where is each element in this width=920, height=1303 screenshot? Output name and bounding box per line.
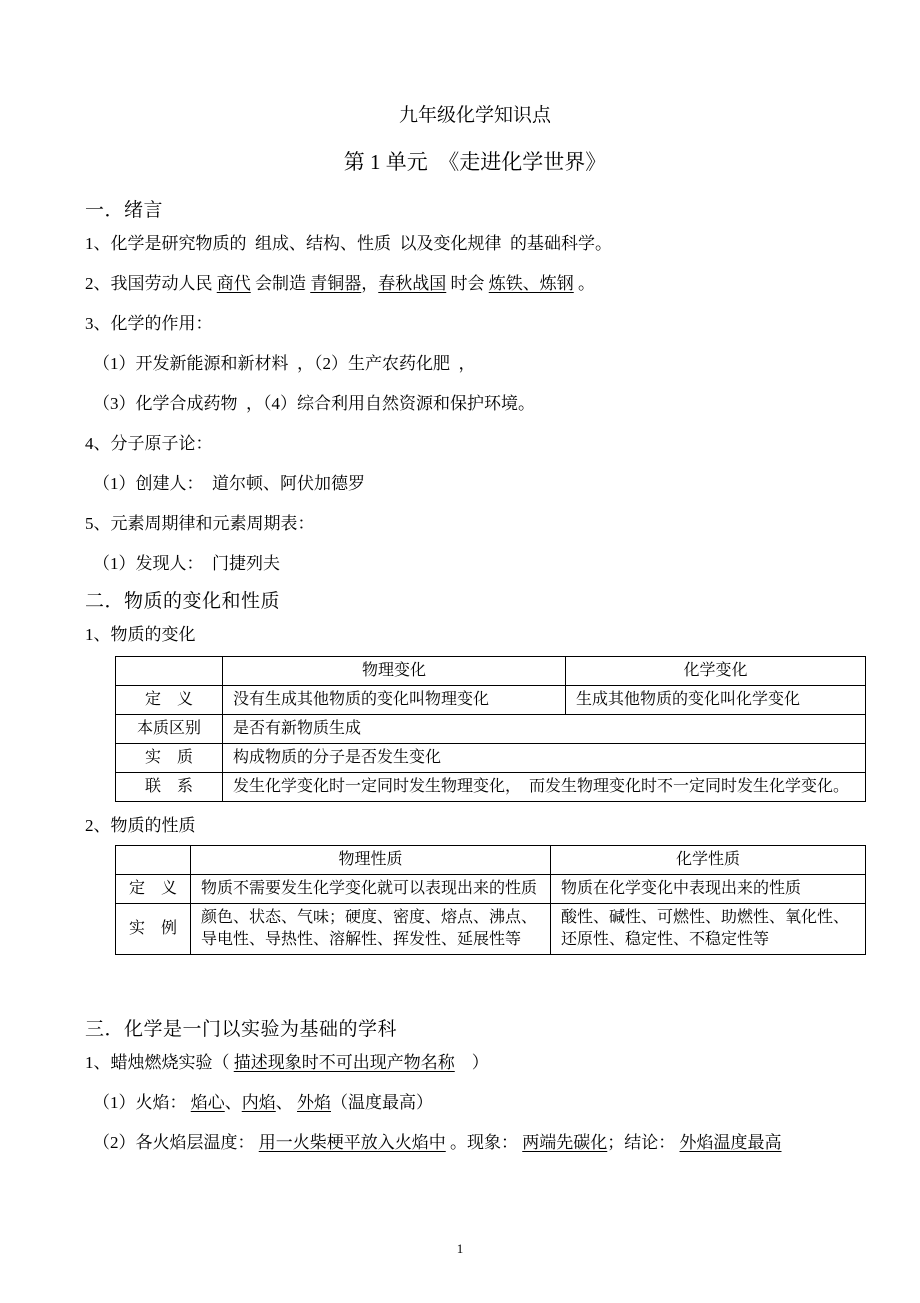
table-row-essential-difference [116,715,866,744]
note-line-candle-experiment [85,1051,865,1074]
text-segment: 2、我国劳动人民 [85,274,217,293]
underlined-blank: 商代 [216,274,251,293]
chemical-property-header: 化学性质 [551,846,866,875]
relation-value: 发生化学变化时一定同时发生物理变化， 而发生物理变化时不一定同时发生化学变化。 [223,773,866,802]
chemical-property-examples: 酸性、碱性、可燃性、助燃性、氧化性、还原性、稳定性、不稳定性等 [551,904,866,955]
text-segment: （1）发现人： 门捷列夫 [93,554,280,573]
table-row-essence [116,744,866,773]
note-line-periodic-law-discoverer [85,552,865,575]
text-segment: 4、分子原子论： [85,434,213,453]
chemical-property-definition: 物质在化学变化中表现出来的性质 [551,875,866,904]
section-3-heading: 三．化学是一门以实验为基础的学科 [85,1019,398,1040]
page-number: 1 [456,1241,464,1256]
physical-property-definition: 物质不需要发生化学变化就可以表现出来的性质 [191,875,551,904]
physical-change-definition: 没有生成其他物质的变化叫物理变化 [223,686,566,715]
underlined-blank: 两端先碳化 [522,1133,608,1152]
note-line-chemistry-definition [85,232,865,255]
underlined-blank: 青铜器 [310,274,362,293]
definition-row-label: 定 义 [116,875,191,904]
underlined-blank: 内焰 [241,1093,276,1112]
text-segment: 1、化学是研究物质的 组成、结构、性质 以及变化规律 的基础科学。 [85,234,612,253]
table-row-definition [116,875,866,904]
text-segment: 、 [224,1093,242,1112]
text-segment: （1）火焰： [93,1093,191,1112]
physical-vs-chemical-property-table [115,845,866,955]
physical-property-header: 物理性质 [191,846,551,875]
table-row-relation [116,773,866,802]
text-segment: 。现象： [445,1133,523,1152]
text-segment: （1）创建人： 道尔顿、阿伏加德罗 [93,474,365,493]
underlined-blank: 外焰 [297,1093,331,1112]
examples-row-label: 实 例 [116,904,191,955]
underlined-blank: 焰心 [190,1093,225,1112]
text-segment: （3）化学合成药物 ，（4）综合利用自然资源和保护环境。 [93,394,535,413]
chemical-change-definition: 生成其他物质的变化叫化学变化 [566,686,866,715]
essential-difference-value: 是否有新物质生成 [223,715,866,744]
note-line-flame-layers [85,1091,865,1114]
underlined-blank: 炼铁、炼钢 [488,274,574,293]
text-segment: ） [454,1053,489,1072]
corner-cell [116,846,191,875]
underlined-blank: 用一火柴梗平放入火焰中 [258,1133,446,1152]
essential-difference-row-label: 本质区别 [116,715,223,744]
underlined-blank: 春秋战国 [378,274,447,293]
text-segment: （1）开发新能源和新材料 ，（2）生产农药化肥 ， [93,354,476,373]
essence-row-label: 实 质 [116,744,223,773]
text-segment: 。 [573,274,595,293]
corner-cell [116,657,223,686]
subheading-material-changes: 1、物质的变化 [85,625,196,644]
table-row-definition [116,686,866,715]
note-line-uses-3-4 [85,392,865,415]
table-row-header [116,657,866,686]
text-segment: 时会 [446,274,489,293]
text-segment: 1、蜡烛燃烧实验（ [85,1053,234,1072]
subheading-material-properties: 2、物质的性质 [85,816,196,835]
table-row-examples [116,904,866,955]
note-line-atomic-theory-founders [85,472,865,495]
table-row-header [116,846,866,875]
relation-row-label: 联 系 [116,773,223,802]
physical-property-examples: 颜色、状态、气味；硬度、密度、熔点、沸点、导电性、导热性、溶解性、挥发性、延展性等 [191,904,551,955]
doc-title: 九年级化学知识点 [398,105,551,126]
physical-vs-chemical-change-table [115,656,866,802]
underlined-blank: 外焰温度最高 [679,1133,782,1152]
section-2-heading: 二．物质的变化和性质 [85,591,281,612]
chemical-change-header: 化学变化 [566,657,866,686]
text-segment: ；结论： [607,1133,680,1152]
text-segment: 3、化学的作用： [85,314,213,333]
note-line-atomic-theory [85,432,865,455]
section-1-heading: 一．绪言 [85,200,164,221]
note-line-chemistry-uses [85,312,865,335]
text-segment: （2）各火焰层温度： [93,1133,259,1152]
physical-change-header: 物理变化 [223,657,566,686]
text-segment: 会制造 [250,274,311,293]
note-line-uses-1-2 [85,352,865,375]
text-segment: 5、元素周期律和元素周期表： [85,514,315,533]
note-line-flame-temperature [85,1131,865,1154]
text-segment: ， [361,274,379,293]
note-line-periodic-law [85,512,865,535]
text-segment: 、 [275,1093,297,1112]
text-segment: （温度最高） [331,1093,433,1112]
underlined-blank: 描述现象时不可出现产物名称 [233,1053,455,1072]
note-line-ancient-chemistry [85,272,865,295]
definition-row-label: 定 义 [116,686,223,715]
essence-value: 构成物质的分子是否发生变化 [223,744,866,773]
unit-title: 第 1 单元 《走进化学世界》 [343,150,607,174]
